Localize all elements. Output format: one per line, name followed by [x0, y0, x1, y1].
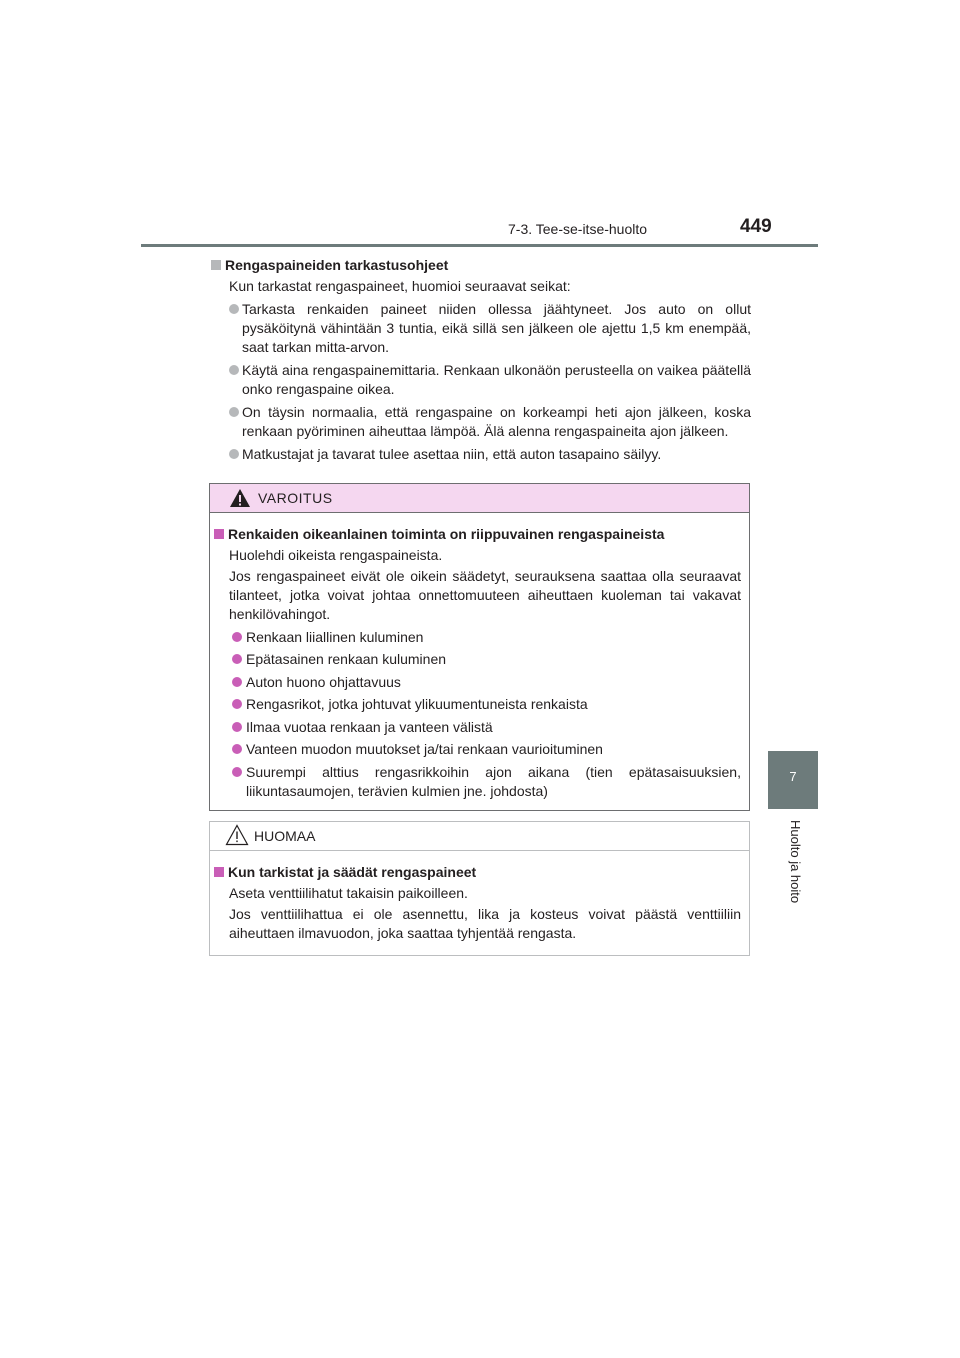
intro-text: Kun tarkastat rengaspaineet, huomioi seuraavat seikat: — [229, 278, 571, 294]
list-item: Rengasrikot, jotka johtuvat ylikuumentuneista renkaista — [232, 695, 741, 714]
round-bullet-icon — [229, 449, 239, 459]
list-item: Käytä aina rengaspainemittaria. Renkaan ulkonäön perusteella on vaikea päätellä onko rengaspaine oikea. — [229, 361, 751, 399]
notice-heading: Kun tarkistat ja säädät rengaspaineet — [214, 863, 749, 882]
caution-triangle-outline-icon — [225, 824, 249, 846]
warning-title: VAROITUS — [258, 490, 333, 506]
round-bullet-icon — [232, 654, 242, 664]
list-item: Tarkasta renkaiden paineet niiden ollessa jäähtyneet. Jos auto on ollut pysäköitynä vähintään 3 tuntia, eikä sillä sen jälkeen ole ajettu 1,5 km enempää, saat tarkan mitta-arvon. — [229, 300, 751, 357]
warning-heading: Renkaiden oikeanlainen toiminta on riippuvainen rengaspaineista — [214, 525, 749, 544]
round-bullet-icon — [229, 304, 239, 314]
list-item: Auton huono ohjattavuus — [232, 673, 741, 692]
warning-header — [210, 484, 749, 513]
warning-box — [209, 483, 750, 811]
notice-header — [210, 822, 749, 851]
main-content — [211, 256, 751, 464]
header-section-title: 7-3. Tee-se-itse-huolto — [508, 221, 648, 237]
notice-title: HUOMAA — [254, 828, 316, 844]
notice-line-2: Jos venttiilihattua ei ole asennettu, lika ja kosteus voivat päästä venttiiliin aiheuttaen ilmavuodon, joka saattaa tyhjentää rengasta. — [229, 906, 741, 941]
list-item: Renkaan liiallinen kuluminen — [232, 628, 741, 647]
list-item: Ilmaa vuotaa renkaan ja vanteen välistä — [232, 718, 741, 737]
chapter-number: 7 — [789, 769, 797, 784]
round-bullet-icon — [229, 365, 239, 375]
list-item: Suurempi alttius rengasrikkoihin ajon aikana (tien epätasaisuuksien, liikuntasaumojen, terävien kulmien jne. johdosta) — [232, 763, 741, 801]
page-number: 449 — [740, 216, 772, 237]
square-bullet-icon — [211, 260, 221, 270]
round-bullet-icon — [232, 677, 242, 687]
warning-line-2: Jos rengaspaineet eivät ole oikein säädetyt, seurauksena saattaa olla seuraavat tilanteet, jotka voivat johtaa onnettomuuteen aiheuttaen kuoleman tai vakavat henkilövahingot. — [229, 568, 741, 622]
notice-box — [209, 821, 750, 956]
chapter-tab — [768, 751, 818, 809]
notice-line-1: Aseta venttiilihatut takaisin paikoilleen. — [229, 885, 468, 901]
notice-body — [210, 851, 749, 943]
round-bullet-icon — [229, 407, 239, 417]
warning-body — [210, 513, 749, 801]
round-bullet-icon — [232, 722, 242, 732]
square-bullet-icon — [214, 867, 224, 877]
square-bullet-icon — [214, 529, 224, 539]
round-bullet-icon — [232, 632, 242, 642]
list-item: Matkustajat ja tavarat tulee asettaa niin, että auton tasapaino säilyy. — [229, 445, 751, 464]
round-bullet-icon — [232, 699, 242, 709]
header-divider — [141, 244, 818, 247]
warning-line-1: Huolehdi oikeista rengaspaineista. — [229, 547, 443, 563]
warning-triangle-icon — [229, 488, 251, 508]
list-item: Epätasainen renkaan kuluminen — [232, 650, 741, 669]
list-item: Vanteen muodon muutokset ja/tai renkaan vaurioituminen — [232, 740, 741, 759]
round-bullet-icon — [232, 767, 242, 777]
round-bullet-icon — [232, 744, 242, 754]
list-item: On täysin normaalia, että rengaspaine on korkeampi heti ajon jälkeen, koska renkaan pyöriminen aiheuttaa lämpöä. Älä alenna rengaspaineita ajon jälkeen. — [229, 403, 751, 441]
chapter-side-label — [786, 820, 802, 920]
section-heading: Rengaspaineiden tarkastusohjeet — [211, 256, 751, 275]
chapter-label-text: Huolto ja hoito — [788, 820, 803, 904]
